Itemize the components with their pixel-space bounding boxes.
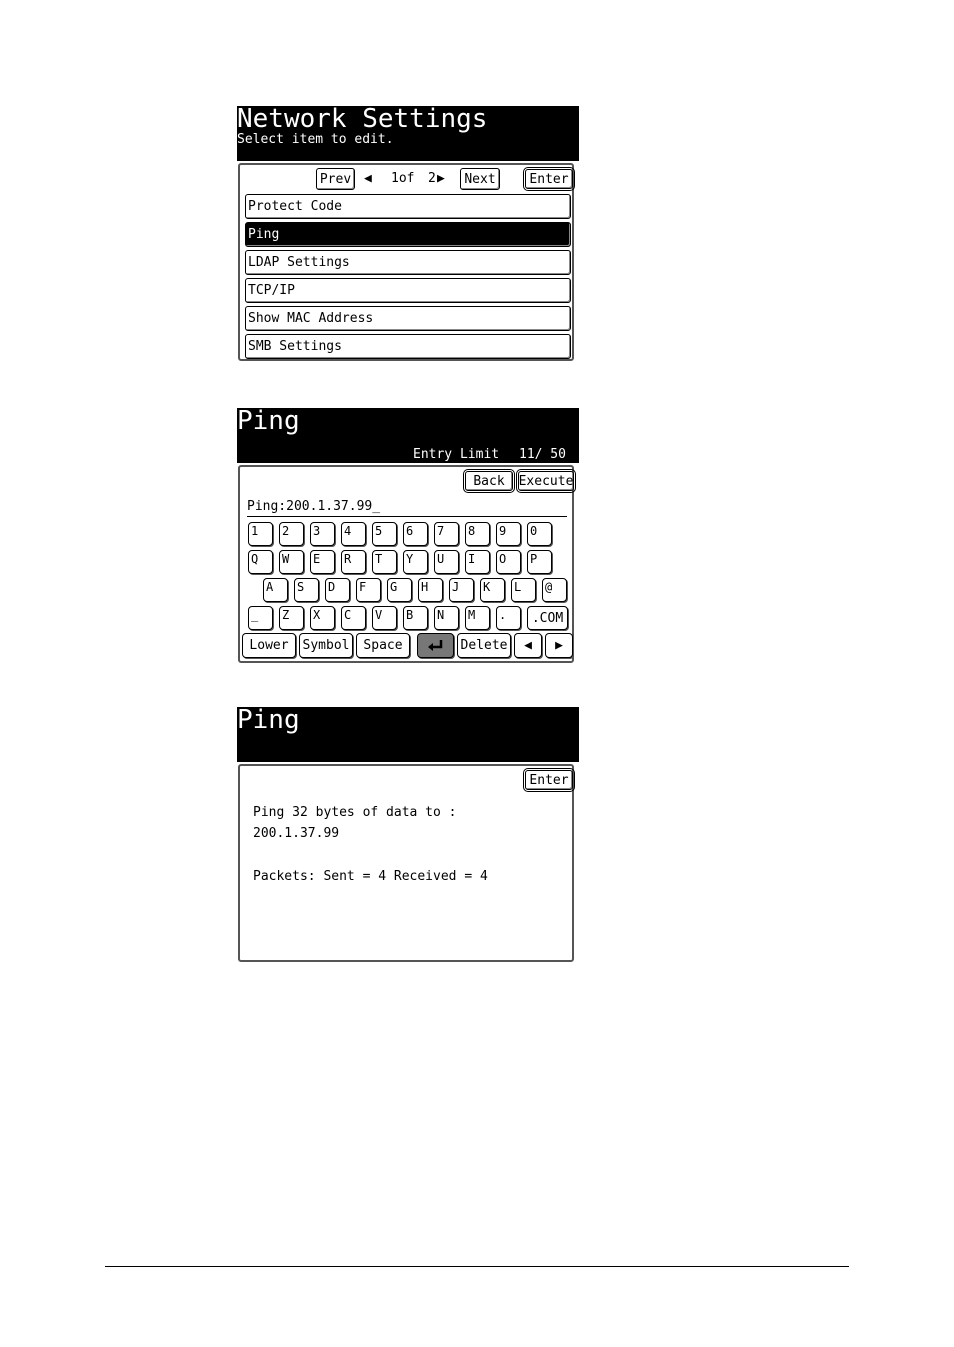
list-item-protect-code[interactable]: Protect Code xyxy=(245,194,571,219)
enter-button[interactable]: Enter xyxy=(525,770,573,790)
keyboard-key[interactable]: V xyxy=(372,606,397,630)
prev-arrow-icon[interactable]: ◀ xyxy=(364,171,372,186)
keyboard-key[interactable]: . xyxy=(496,606,521,630)
keyboard-key[interactable]: I xyxy=(465,550,490,574)
enter-button[interactable]: Enter xyxy=(525,169,573,189)
keyboard-key[interactable]: Y xyxy=(403,550,428,574)
ping-entry-header xyxy=(237,408,579,463)
ping-entry-screen xyxy=(237,408,579,664)
keyboard-key[interactable]: W xyxy=(279,550,304,574)
list-item-ldap-settings[interactable]: LDAP Settings xyxy=(245,250,571,275)
keyboard-key[interactable]: P xyxy=(527,550,552,574)
keyboard-key[interactable]: 1 xyxy=(248,522,273,546)
ping-result-line-1: Ping 32 bytes of data to : xyxy=(253,805,457,820)
result-panel xyxy=(238,764,574,962)
ping-result-header xyxy=(237,707,579,762)
page-title: Network Settings xyxy=(237,104,488,134)
next-button[interactable]: Next xyxy=(460,168,500,190)
keyboard-key[interactable]: 9 xyxy=(496,522,521,546)
keyboard-key[interactable]: B xyxy=(403,606,428,630)
keyboard-key[interactable]: 3 xyxy=(310,522,335,546)
page-current: 1of xyxy=(391,171,415,186)
keyboard-key[interactable]: D xyxy=(325,578,350,602)
ping-address-input[interactable]: Ping:200.1.37.99_ xyxy=(247,499,381,514)
input-underline xyxy=(247,516,567,517)
keyboard-key[interactable]: U xyxy=(434,550,459,574)
network-settings-header xyxy=(237,106,579,161)
network-settings-screen xyxy=(237,106,579,362)
page-title: Ping xyxy=(237,705,300,735)
entry-limit-label: Entry Limit xyxy=(413,447,500,462)
keyboard-key[interactable]: M xyxy=(465,606,490,630)
keyboard-key[interactable]: L xyxy=(511,578,536,602)
keyboard-key[interactable]: H xyxy=(418,578,443,602)
keyboard-key[interactable]: 5 xyxy=(372,522,397,546)
prev-button[interactable]: Prev xyxy=(316,168,355,190)
space-key[interactable]: Space xyxy=(356,633,410,658)
list-item-smb-settings[interactable]: SMB Settings xyxy=(245,334,571,359)
keyboard-key[interactable]: 6 xyxy=(403,522,428,546)
footer-divider xyxy=(105,1266,849,1267)
ping-result-address: 200.1.37.99 xyxy=(253,826,340,841)
delete-key[interactable]: Delete xyxy=(457,633,511,658)
cursor-left-key[interactable] xyxy=(514,633,542,658)
right-arrow-icon: ▶ xyxy=(555,638,563,653)
keyboard-key[interactable]: 0 xyxy=(527,522,552,546)
keyboard-key[interactable]: 4 xyxy=(341,522,366,546)
keyboard-key[interactable]: N xyxy=(434,606,459,630)
keyboard-key[interactable]: S xyxy=(294,578,319,602)
back-button[interactable]: Back xyxy=(465,471,513,491)
ping-result-packets: Packets: Sent = 4 Received = 4 xyxy=(253,869,488,884)
list-item-show-mac-address[interactable]: Show MAC Address xyxy=(245,306,571,331)
page-subtitle: Select item to edit. xyxy=(237,132,394,147)
com-key[interactable]: .COM xyxy=(527,606,568,630)
page-total: 2 xyxy=(428,171,436,186)
keyboard-key[interactable]: 2 xyxy=(279,522,304,546)
list-item-tcp-ip[interactable]: TCP/IP xyxy=(245,278,571,303)
next-arrow-icon[interactable]: ▶ xyxy=(437,171,445,186)
keyboard-key[interactable]: A xyxy=(263,578,288,602)
keyboard-panel xyxy=(238,465,574,663)
keyboard-key[interactable]: 7 xyxy=(434,522,459,546)
enter-return-key[interactable] xyxy=(417,633,454,658)
keyboard-key[interactable]: J xyxy=(449,578,474,602)
keyboard-key[interactable]: O xyxy=(496,550,521,574)
keyboard-key[interactable]: T xyxy=(372,550,397,574)
keyboard-key[interactable]: Q xyxy=(248,550,273,574)
keyboard-key[interactable]: E xyxy=(310,550,335,574)
keyboard-key[interactable]: G xyxy=(387,578,412,602)
left-arrow-icon: ◀ xyxy=(524,638,532,653)
lower-key[interactable]: Lower xyxy=(242,633,296,658)
entry-limit-value: 11/ 50 xyxy=(519,447,566,462)
keyboard-key[interactable]: Z xyxy=(279,606,304,630)
keyboard-key[interactable]: K xyxy=(480,578,505,602)
keyboard-key[interactable]: C xyxy=(341,606,366,630)
symbol-key[interactable]: Symbol xyxy=(299,633,353,658)
keyboard-key[interactable]: @ xyxy=(542,578,567,602)
cursor-right-key[interactable] xyxy=(545,633,573,658)
ping-result-screen xyxy=(237,707,579,963)
return-arrow-icon xyxy=(426,639,446,653)
keyboard-key[interactable]: R xyxy=(341,550,366,574)
keyboard-key[interactable]: F xyxy=(356,578,381,602)
keyboard-key[interactable]: _ xyxy=(248,606,273,630)
keyboard-key[interactable]: X xyxy=(310,606,335,630)
keyboard-key[interactable]: 8 xyxy=(465,522,490,546)
settings-panel xyxy=(238,163,574,361)
list-item-ping[interactable]: Ping xyxy=(245,222,571,247)
page-title: Ping xyxy=(237,406,300,436)
execute-button[interactable]: Execute xyxy=(518,471,574,491)
